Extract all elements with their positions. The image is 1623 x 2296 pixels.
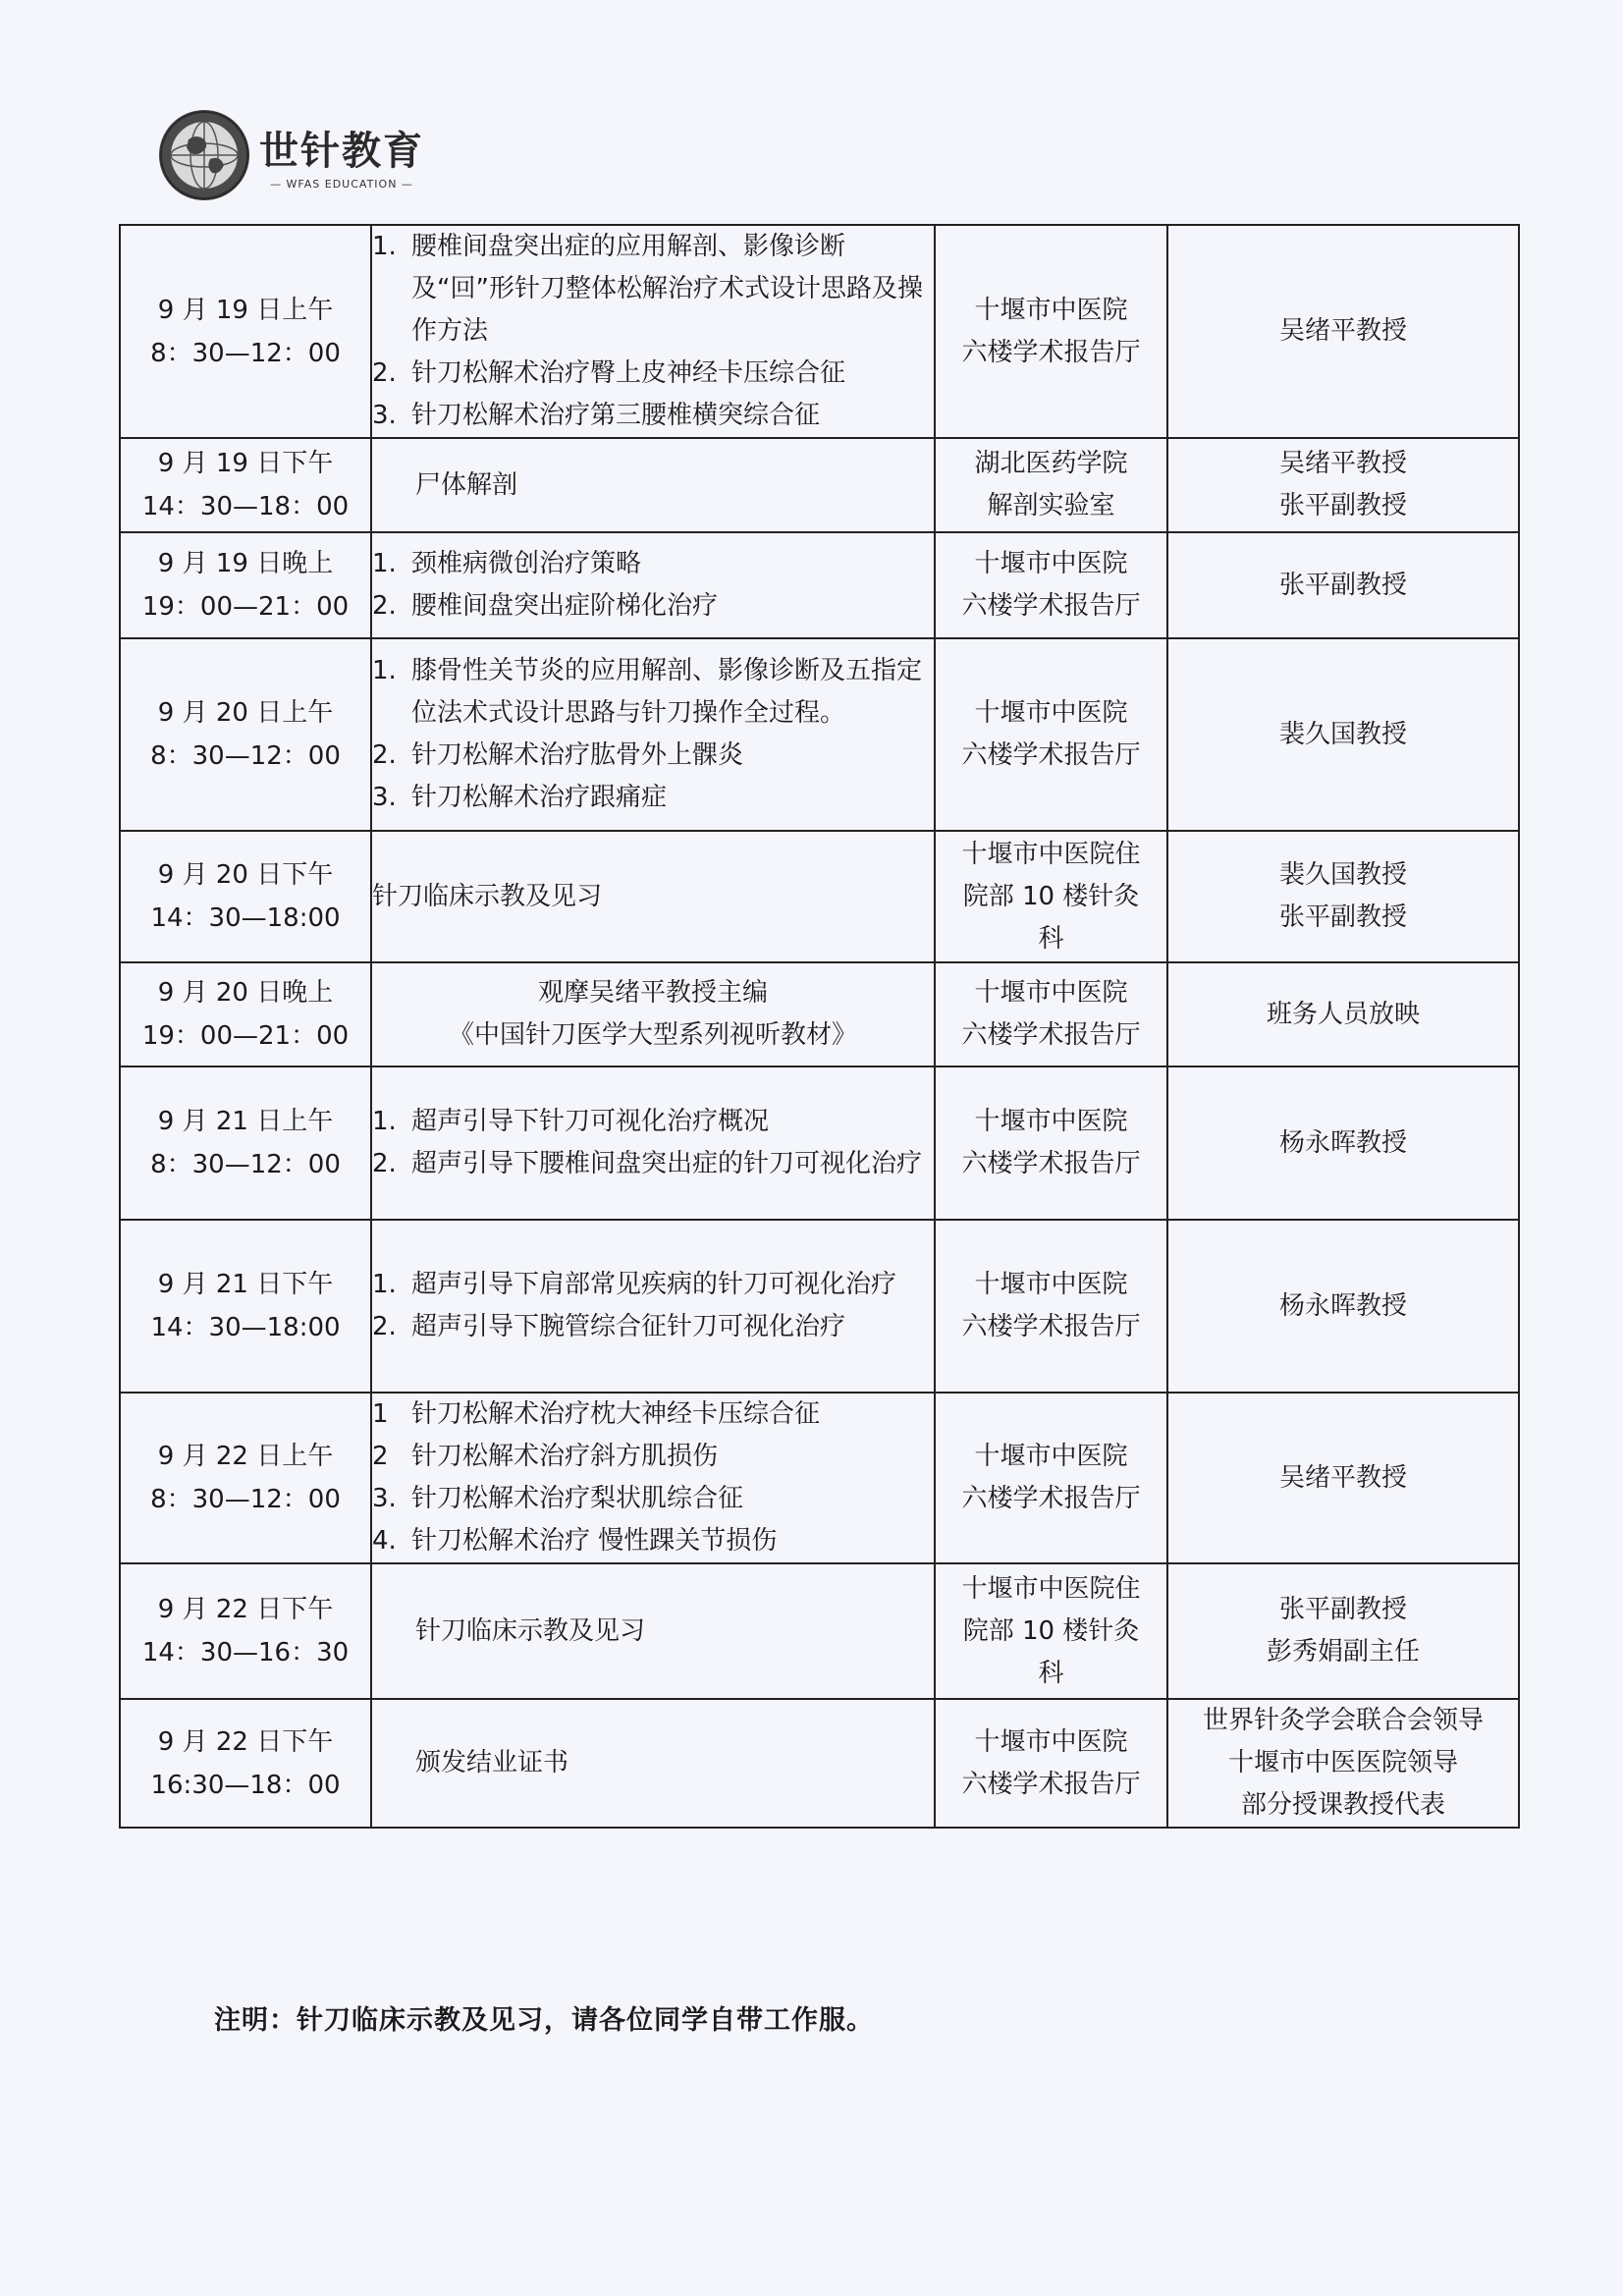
- schedule-table: [119, 224, 1520, 1829]
- teacher-cell: [1167, 225, 1519, 438]
- place-cell: [935, 1220, 1167, 1393]
- content-cell: [371, 1066, 935, 1220]
- teacher-line: 张平副教授: [1278, 570, 1407, 600]
- place-line: 湖北医药学院: [974, 449, 1128, 478]
- content-item: [372, 1478, 934, 1520]
- teacher-line: 杨永晖教授: [1278, 1127, 1407, 1158]
- content-cell: [371, 638, 935, 831]
- item-number: 2: [372, 1442, 389, 1471]
- item-text: 超声引导下腕管综合征针刀可视化治疗: [411, 1312, 846, 1341]
- item-text: 针刀松解术治疗 慢性踝关节损伤: [411, 1526, 778, 1556]
- teacher-line: 吴绪平教授: [1278, 449, 1407, 478]
- place-line: 六楼学术报告厅: [961, 740, 1141, 770]
- place-line: 解剖实验室: [987, 491, 1115, 520]
- content-item: [372, 353, 934, 395]
- teacher-line: 班务人员放映: [1266, 999, 1420, 1029]
- place-line: 六楼学术报告厅: [961, 1312, 1141, 1341]
- place-line: 院部 10 楼针灸: [962, 1615, 1140, 1646]
- content-text: 尸体解剖: [415, 469, 518, 500]
- date-text: 9 月 22 日下午: [157, 1595, 334, 1624]
- table-row: [120, 225, 1519, 438]
- place-line: 六楼学术报告厅: [961, 337, 1141, 367]
- table-row: [120, 831, 1519, 962]
- content-cell: [371, 438, 935, 532]
- date-text: 9 月 21 日上午: [157, 1107, 334, 1136]
- content-text: 针刀临床示教及见习: [415, 1615, 646, 1646]
- teacher-line: 张平副教授: [1278, 1595, 1407, 1624]
- item-number: 4.: [372, 1526, 397, 1556]
- item-number: 1.: [372, 232, 397, 261]
- date-text: 9 月 22 日下午: [157, 1726, 334, 1757]
- teacher-line: 裴久国教授: [1278, 860, 1407, 890]
- time-text: 14：30—16：30: [141, 1638, 350, 1667]
- time-text: 14：30—18：00: [141, 492, 350, 521]
- place-line: 六楼学术报告厅: [961, 1020, 1141, 1050]
- item-number: 1.: [372, 1270, 397, 1299]
- content-cell: [371, 1393, 935, 1563]
- item-text: 针刀松解术治疗臀上皮神经卡压综合征: [411, 358, 846, 388]
- teacher-cell: [1167, 1066, 1519, 1220]
- place-line: 十堰市中医院: [974, 978, 1128, 1008]
- teacher-line: 吴绪平教授: [1278, 316, 1407, 346]
- content-cell: [371, 1563, 935, 1699]
- item-text: 超声引导下针刀可视化治疗概况: [411, 1107, 770, 1136]
- item-text: 颈椎病微创治疗策略: [411, 549, 642, 578]
- brand-header: [159, 110, 424, 200]
- content-cell: [371, 225, 935, 438]
- table-row: [120, 438, 1519, 532]
- item-text: 超声引导下肩部常见疾病的针刀可视化治疗: [411, 1270, 897, 1299]
- item-text: 膝骨性关节炎的应用解剖、影像诊断及五指定位法术式设计思路与针刀操作全过程。: [411, 656, 923, 728]
- item-number: 1: [372, 1399, 389, 1429]
- table-row: [120, 1066, 1519, 1220]
- teacher-cell: [1167, 962, 1519, 1066]
- place-cell: [935, 1393, 1167, 1563]
- content-item: [372, 1101, 934, 1143]
- content-item: [372, 735, 934, 777]
- content-cell: [371, 1220, 935, 1393]
- teacher-line: 吴绪平教授: [1278, 1462, 1407, 1493]
- item-text: 针刀松解术治疗肱骨外上髁炎: [411, 740, 744, 770]
- teacher-cell: [1167, 1699, 1519, 1828]
- place-line: 科: [1038, 1658, 1064, 1688]
- teacher-line: 十堰市中医医院领导: [1227, 1748, 1458, 1777]
- place-line: 六楼学术报告厅: [961, 1149, 1141, 1178]
- teacher-cell: [1167, 638, 1519, 831]
- teacher-line: 张平副教授: [1278, 491, 1407, 520]
- content-item: [372, 395, 934, 437]
- time-text: 8：30—12：00: [150, 338, 341, 368]
- place-cell: [935, 962, 1167, 1066]
- table-row: [120, 1699, 1519, 1828]
- content-item: [372, 650, 934, 735]
- date-text: 9 月 19 日上午: [157, 295, 334, 325]
- time-cell: [120, 438, 371, 532]
- place-cell: [935, 1066, 1167, 1220]
- time-cell: [120, 1220, 371, 1393]
- date-text: 9 月 21 日下午: [157, 1270, 334, 1299]
- time-text: 8：30—12：00: [150, 1485, 341, 1514]
- time-text: 8：30—12：00: [150, 1150, 341, 1179]
- content-item: [372, 1394, 934, 1436]
- content-item: [372, 1264, 934, 1306]
- footnote: 注明：针刀临床示教及见习，请各位同学自带工作服。: [214, 2005, 874, 2036]
- place-cell: [935, 225, 1167, 438]
- item-number: 1.: [372, 549, 397, 578]
- place-line: 十堰市中医院: [974, 698, 1128, 728]
- brand-subtitle: — WFAS EDUCATION —: [270, 178, 413, 191]
- content-item: [372, 777, 934, 819]
- place-cell: [935, 638, 1167, 831]
- time-text: 14：30—18:00: [150, 903, 341, 933]
- time-cell: [120, 1563, 371, 1699]
- item-number: 2.: [372, 1312, 397, 1341]
- place-line: 十堰市中医院: [974, 1726, 1128, 1757]
- teacher-cell: [1167, 831, 1519, 962]
- date-text: 9 月 19 日下午: [157, 449, 334, 478]
- place-line: 院部 10 楼针灸: [962, 881, 1140, 911]
- place-cell: [935, 1699, 1167, 1828]
- brand-name: 世针教育: [259, 128, 424, 174]
- table-row: [120, 532, 1519, 638]
- time-text: 14：30—18:00: [150, 1313, 341, 1342]
- place-cell: [935, 532, 1167, 638]
- time-text: 16:30—18：00: [150, 1770, 341, 1800]
- teacher-cell: [1167, 1393, 1519, 1563]
- table-row: [120, 1393, 1519, 1563]
- item-number: 2.: [372, 591, 397, 621]
- place-line: 科: [1038, 923, 1064, 954]
- item-number: 2.: [372, 358, 397, 388]
- teacher-line: 裴久国教授: [1278, 719, 1407, 749]
- content-item: [372, 1436, 934, 1478]
- place-line: 十堰市中医院住: [961, 839, 1141, 869]
- teacher-cell: [1167, 532, 1519, 638]
- table-row: [120, 638, 1519, 831]
- place-line: 十堰市中医院: [974, 549, 1128, 578]
- date-text: 9 月 19 日晚上: [157, 549, 334, 578]
- place-line: 六楼学术报告厅: [961, 1484, 1141, 1513]
- teacher-cell: [1167, 1220, 1519, 1393]
- time-cell: [120, 532, 371, 638]
- date-text: 9 月 20 日晚上: [157, 978, 334, 1008]
- time-text: 19：00—21：00: [141, 592, 350, 622]
- time-text: 8：30—12：00: [150, 741, 341, 771]
- content-text: 颁发结业证书: [415, 1748, 569, 1777]
- item-text: 针刀松解术治疗梨状肌综合征: [411, 1484, 744, 1513]
- table-row: [120, 1563, 1519, 1699]
- item-number: 1.: [372, 656, 397, 685]
- place-cell: [935, 1563, 1167, 1699]
- teacher-cell: [1167, 438, 1519, 532]
- content-cell: [371, 962, 935, 1066]
- content-cell: [371, 532, 935, 638]
- item-text: 针刀松解术治疗第三腰椎横突综合征: [411, 401, 821, 430]
- date-text: 9 月 20 日下午: [157, 860, 334, 890]
- item-text: 针刀松解术治疗斜方肌损伤: [411, 1442, 719, 1471]
- content-cell: [371, 1699, 935, 1828]
- place-line: 十堰市中医院: [974, 1442, 1128, 1471]
- table-row: [120, 1220, 1519, 1393]
- place-line: 十堰市中医院: [974, 1107, 1128, 1136]
- content-item: [372, 1306, 934, 1348]
- content-item: [372, 1143, 934, 1185]
- time-text: 19：00—21：00: [141, 1021, 350, 1051]
- teacher-line: 张平副教授: [1278, 902, 1407, 932]
- item-text: 腰椎间盘突出症阶梯化治疗: [411, 591, 719, 621]
- time-cell: [120, 225, 371, 438]
- place-line: 六楼学术报告厅: [961, 1769, 1141, 1799]
- content-line: 《中国针刀医学大型系列视听教材》: [448, 1020, 857, 1050]
- content-text: 针刀临床示教及见习: [372, 881, 603, 911]
- teacher-line: 彭秀娟副主任: [1266, 1637, 1420, 1667]
- content-item: [372, 585, 934, 628]
- item-number: 1.: [372, 1107, 397, 1136]
- place-line: 十堰市中医院: [974, 295, 1128, 325]
- item-number: 3.: [372, 1484, 397, 1513]
- time-cell: [120, 962, 371, 1066]
- teacher-line: 世界针灸学会联合会领导: [1202, 1706, 1484, 1735]
- date-text: 9 月 20 日上午: [157, 698, 334, 728]
- content-item: [372, 543, 934, 585]
- teacher-line: 部分授课教授代表: [1240, 1790, 1445, 1820]
- item-text: 针刀松解术治疗枕大神经卡压综合征: [411, 1399, 821, 1429]
- table-row: [120, 962, 1519, 1066]
- time-cell: [120, 638, 371, 831]
- place-line: 十堰市中医院: [974, 1270, 1128, 1299]
- content-cell: [371, 831, 935, 962]
- time-cell: [120, 1393, 371, 1563]
- time-cell: [120, 1066, 371, 1220]
- place-cell: [935, 831, 1167, 962]
- teacher-cell: [1167, 1563, 1519, 1699]
- item-text: 超声引导下腰椎间盘突出症的针刀可视化治疗: [411, 1149, 923, 1178]
- date-text: 9 月 22 日上午: [157, 1442, 334, 1471]
- content-item: [372, 226, 934, 353]
- item-number: 2.: [372, 1149, 397, 1178]
- place-line: 六楼学术报告厅: [961, 591, 1141, 621]
- item-text: 腰椎间盘突出症的应用解剖、影像诊断及“回”形针刀整体松解治疗术式设计思路及操作方法: [411, 232, 923, 346]
- time-cell: [120, 1699, 371, 1828]
- content-line: 观摩吴绪平教授主编: [537, 978, 768, 1008]
- place-line: 十堰市中医院住: [961, 1573, 1141, 1604]
- item-number: 2.: [372, 740, 397, 770]
- teacher-line: 杨永晖教授: [1278, 1290, 1407, 1321]
- item-text: 针刀松解术治疗跟痛症: [411, 783, 668, 812]
- item-number: 3.: [372, 783, 397, 812]
- item-number: 3.: [372, 401, 397, 430]
- content-item: [372, 1520, 934, 1562]
- time-cell: [120, 831, 371, 962]
- place-cell: [935, 438, 1167, 532]
- globe-logo-icon: [159, 110, 249, 200]
